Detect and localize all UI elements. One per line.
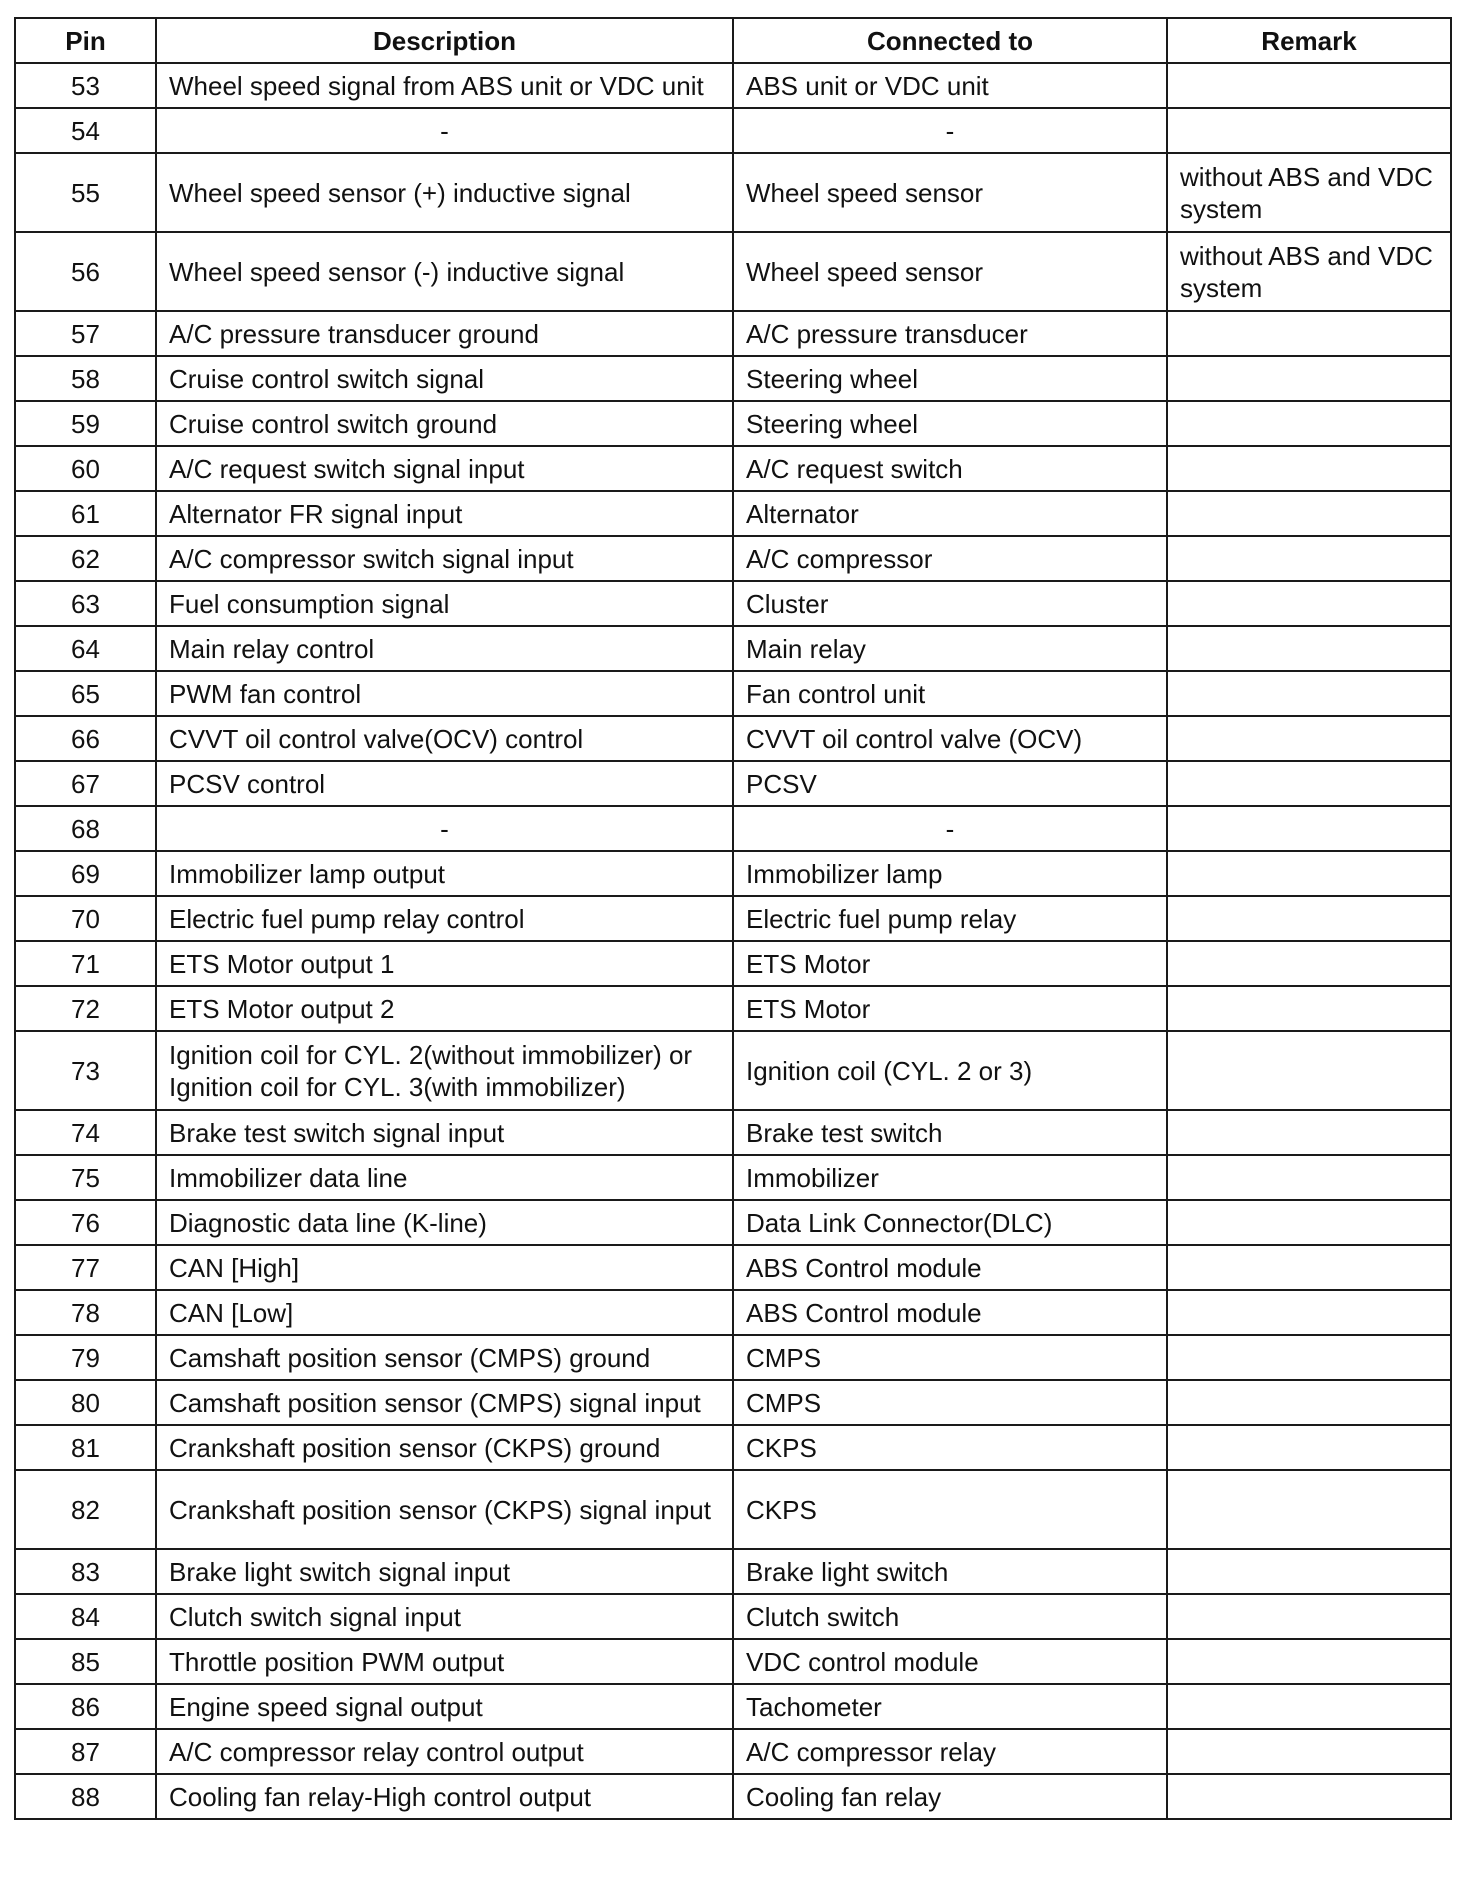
pin-cell: 54 bbox=[15, 108, 156, 153]
description-cell: ETS Motor output 2 bbox=[156, 986, 733, 1031]
table-row bbox=[15, 491, 1451, 536]
remark-cell bbox=[1167, 1425, 1451, 1470]
pin-cell: 59 bbox=[15, 401, 156, 446]
table-row bbox=[15, 761, 1451, 806]
pin-cell: 72 bbox=[15, 986, 156, 1031]
pin-cell: 60 bbox=[15, 446, 156, 491]
remark-cell: without ABS and VDC system bbox=[1167, 232, 1451, 311]
table-row bbox=[15, 232, 1451, 311]
connected-to-cell: CKPS bbox=[733, 1470, 1167, 1549]
table-row bbox=[15, 1639, 1451, 1684]
pin-cell: 66 bbox=[15, 716, 156, 761]
description-cell: CAN [High] bbox=[156, 1245, 733, 1290]
description-cell: Fuel consumption signal bbox=[156, 581, 733, 626]
pin-cell: 76 bbox=[15, 1200, 156, 1245]
connected-to-cell: Clutch switch bbox=[733, 1594, 1167, 1639]
pin-cell: 61 bbox=[15, 491, 156, 536]
pin-cell: 69 bbox=[15, 851, 156, 896]
description-cell: Throttle position PWM output bbox=[156, 1639, 733, 1684]
header-connected-to: Connected to bbox=[733, 18, 1167, 63]
description-cell: Immobilizer lamp output bbox=[156, 851, 733, 896]
description-cell: Wheel speed signal from ABS unit or VDC unit bbox=[156, 63, 733, 108]
pin-cell: 65 bbox=[15, 671, 156, 716]
remark-cell bbox=[1167, 851, 1451, 896]
remark-cell bbox=[1167, 446, 1451, 491]
remark-cell bbox=[1167, 1290, 1451, 1335]
pin-cell: 63 bbox=[15, 581, 156, 626]
table-row bbox=[15, 108, 1451, 153]
table-row bbox=[15, 1549, 1451, 1594]
connected-to-cell: ETS Motor bbox=[733, 986, 1167, 1031]
remark-cell bbox=[1167, 536, 1451, 581]
connected-to-cell: Brake test switch bbox=[733, 1110, 1167, 1155]
pin-cell: 84 bbox=[15, 1594, 156, 1639]
pin-cell: 70 bbox=[15, 896, 156, 941]
description-cell: Wheel speed sensor (+) inductive signal bbox=[156, 153, 733, 232]
table-row bbox=[15, 1470, 1451, 1549]
description-cell: Electric fuel pump relay control bbox=[156, 896, 733, 941]
description-cell: - bbox=[156, 108, 733, 153]
remark-cell bbox=[1167, 1155, 1451, 1200]
table-row bbox=[15, 671, 1451, 716]
table-row bbox=[15, 536, 1451, 581]
connected-to-cell: CMPS bbox=[733, 1335, 1167, 1380]
table-row bbox=[15, 311, 1451, 356]
description-cell: Alternator FR signal input bbox=[156, 491, 733, 536]
connected-to-cell: CVVT oil control valve (OCV) bbox=[733, 716, 1167, 761]
connected-to-cell: A/C request switch bbox=[733, 446, 1167, 491]
pin-cell: 68 bbox=[15, 806, 156, 851]
pin-cell: 86 bbox=[15, 1684, 156, 1729]
remark-cell bbox=[1167, 716, 1451, 761]
description-cell: A/C compressor relay control output bbox=[156, 1729, 733, 1774]
remark-cell bbox=[1167, 896, 1451, 941]
connected-to-cell: CKPS bbox=[733, 1425, 1167, 1470]
table-row bbox=[15, 1425, 1451, 1470]
table-row bbox=[15, 851, 1451, 896]
connected-to-cell: Steering wheel bbox=[733, 356, 1167, 401]
description-cell: CAN [Low] bbox=[156, 1290, 733, 1335]
pin-cell: 78 bbox=[15, 1290, 156, 1335]
table-row bbox=[15, 626, 1451, 671]
pin-cell: 67 bbox=[15, 761, 156, 806]
table-row bbox=[15, 153, 1451, 232]
connected-to-cell: ETS Motor bbox=[733, 941, 1167, 986]
description-cell: Brake light switch signal input bbox=[156, 1549, 733, 1594]
description-cell: Crankshaft position sensor (CKPS) signal input bbox=[156, 1470, 733, 1549]
connected-to-cell: Cooling fan relay bbox=[733, 1774, 1167, 1819]
pin-cell: 57 bbox=[15, 311, 156, 356]
remark-cell bbox=[1167, 1639, 1451, 1684]
remark-cell: without ABS and VDC system bbox=[1167, 153, 1451, 232]
remark-cell bbox=[1167, 986, 1451, 1031]
remark-cell bbox=[1167, 1031, 1451, 1110]
pin-cell: 79 bbox=[15, 1335, 156, 1380]
table-row bbox=[15, 806, 1451, 851]
remark-cell bbox=[1167, 941, 1451, 986]
connected-to-cell: Wheel speed sensor bbox=[733, 232, 1167, 311]
connected-to-cell: Cluster bbox=[733, 581, 1167, 626]
connected-to-cell: Main relay bbox=[733, 626, 1167, 671]
remark-cell bbox=[1167, 671, 1451, 716]
description-cell: A/C request switch signal input bbox=[156, 446, 733, 491]
remark-cell bbox=[1167, 1335, 1451, 1380]
description-cell: A/C pressure transducer ground bbox=[156, 311, 733, 356]
description-cell: Ignition coil for CYL. 2(without immobilizer) or Ignition coil for CYL. 3(with immobilizer) bbox=[156, 1031, 733, 1110]
table-row bbox=[15, 1200, 1451, 1245]
table-body bbox=[15, 63, 1451, 1819]
description-cell: - bbox=[156, 806, 733, 851]
table-row bbox=[15, 986, 1451, 1031]
connected-to-cell: Alternator bbox=[733, 491, 1167, 536]
description-cell: ETS Motor output 1 bbox=[156, 941, 733, 986]
table-row bbox=[15, 896, 1451, 941]
header-pin: Pin bbox=[15, 18, 156, 63]
table-row bbox=[15, 1155, 1451, 1200]
description-cell: CVVT oil control valve(OCV) control bbox=[156, 716, 733, 761]
description-cell: Wheel speed sensor (-) inductive signal bbox=[156, 232, 733, 311]
remark-cell bbox=[1167, 1774, 1451, 1819]
connected-to-cell: - bbox=[733, 108, 1167, 153]
description-cell: Camshaft position sensor (CMPS) ground bbox=[156, 1335, 733, 1380]
connected-to-cell: Brake light switch bbox=[733, 1549, 1167, 1594]
header-row bbox=[15, 18, 1451, 63]
connected-to-cell: Steering wheel bbox=[733, 401, 1167, 446]
description-cell: Cruise control switch ground bbox=[156, 401, 733, 446]
pin-cell: 71 bbox=[15, 941, 156, 986]
description-cell: Main relay control bbox=[156, 626, 733, 671]
remark-cell bbox=[1167, 1729, 1451, 1774]
remark-cell bbox=[1167, 108, 1451, 153]
description-cell: Clutch switch signal input bbox=[156, 1594, 733, 1639]
table-row bbox=[15, 1380, 1451, 1425]
table-row bbox=[15, 716, 1451, 761]
table-row bbox=[15, 446, 1451, 491]
table-row bbox=[15, 1729, 1451, 1774]
pin-cell: 82 bbox=[15, 1470, 156, 1549]
connected-to-cell: A/C compressor bbox=[733, 536, 1167, 581]
pin-cell: 75 bbox=[15, 1155, 156, 1200]
connected-to-cell: - bbox=[733, 806, 1167, 851]
description-cell: Crankshaft position sensor (CKPS) ground bbox=[156, 1425, 733, 1470]
remark-cell bbox=[1167, 401, 1451, 446]
pin-cell: 53 bbox=[15, 63, 156, 108]
connected-to-cell: Fan control unit bbox=[733, 671, 1167, 716]
description-cell: PCSV control bbox=[156, 761, 733, 806]
connected-to-cell: Ignition coil (CYL. 2 or 3) bbox=[733, 1031, 1167, 1110]
connected-to-cell: Electric fuel pump relay bbox=[733, 896, 1167, 941]
description-cell: Engine speed signal output bbox=[156, 1684, 733, 1729]
table-row bbox=[15, 401, 1451, 446]
connected-to-cell: Wheel speed sensor bbox=[733, 153, 1167, 232]
pin-cell: 80 bbox=[15, 1380, 156, 1425]
connected-to-cell: Tachometer bbox=[733, 1684, 1167, 1729]
description-cell: Diagnostic data line (K-line) bbox=[156, 1200, 733, 1245]
header-remark: Remark bbox=[1167, 18, 1451, 63]
table-row bbox=[15, 356, 1451, 401]
connected-to-cell: ABS Control module bbox=[733, 1290, 1167, 1335]
description-cell: Brake test switch signal input bbox=[156, 1110, 733, 1155]
connected-to-cell: ABS unit or VDC unit bbox=[733, 63, 1167, 108]
connected-to-cell: Immobilizer bbox=[733, 1155, 1167, 1200]
table-row bbox=[15, 1245, 1451, 1290]
connected-to-cell: Data Link Connector(DLC) bbox=[733, 1200, 1167, 1245]
description-cell: Immobilizer data line bbox=[156, 1155, 733, 1200]
pin-cell: 62 bbox=[15, 536, 156, 581]
pin-table bbox=[14, 17, 1452, 1820]
connected-to-cell: Immobilizer lamp bbox=[733, 851, 1167, 896]
remark-cell bbox=[1167, 1684, 1451, 1729]
remark-cell bbox=[1167, 1110, 1451, 1155]
header-description: Description bbox=[156, 18, 733, 63]
table-row bbox=[15, 1335, 1451, 1380]
remark-cell bbox=[1167, 1380, 1451, 1425]
table-row bbox=[15, 1110, 1451, 1155]
connected-to-cell: PCSV bbox=[733, 761, 1167, 806]
table-row bbox=[15, 1594, 1451, 1639]
description-cell: Camshaft position sensor (CMPS) signal input bbox=[156, 1380, 733, 1425]
connected-to-cell: ABS Control module bbox=[733, 1245, 1167, 1290]
remark-cell bbox=[1167, 63, 1451, 108]
connected-to-cell: A/C compressor relay bbox=[733, 1729, 1167, 1774]
table-row bbox=[15, 941, 1451, 986]
table-row bbox=[15, 581, 1451, 626]
remark-cell bbox=[1167, 1245, 1451, 1290]
pin-cell: 55 bbox=[15, 153, 156, 232]
pin-cell: 85 bbox=[15, 1639, 156, 1684]
table-row bbox=[15, 1290, 1451, 1335]
remark-cell bbox=[1167, 491, 1451, 536]
remark-cell bbox=[1167, 581, 1451, 626]
remark-cell bbox=[1167, 356, 1451, 401]
pin-cell: 56 bbox=[15, 232, 156, 311]
description-cell: PWM fan control bbox=[156, 671, 733, 716]
pin-cell: 81 bbox=[15, 1425, 156, 1470]
connected-to-cell: A/C pressure transducer bbox=[733, 311, 1167, 356]
table-row bbox=[15, 1031, 1451, 1110]
remark-cell bbox=[1167, 1200, 1451, 1245]
connected-to-cell: CMPS bbox=[733, 1380, 1167, 1425]
pin-cell: 83 bbox=[15, 1549, 156, 1594]
pin-cell: 77 bbox=[15, 1245, 156, 1290]
table-row bbox=[15, 1774, 1451, 1819]
table-row bbox=[15, 1684, 1451, 1729]
description-cell: A/C compressor switch signal input bbox=[156, 536, 733, 581]
remark-cell bbox=[1167, 311, 1451, 356]
remark-cell bbox=[1167, 761, 1451, 806]
pin-cell: 64 bbox=[15, 626, 156, 671]
remark-cell bbox=[1167, 1549, 1451, 1594]
table-row bbox=[15, 63, 1451, 108]
pin-cell: 87 bbox=[15, 1729, 156, 1774]
remark-cell bbox=[1167, 1594, 1451, 1639]
remark-cell bbox=[1167, 806, 1451, 851]
remark-cell bbox=[1167, 1470, 1451, 1549]
connected-to-cell: VDC control module bbox=[733, 1639, 1167, 1684]
pin-cell: 73 bbox=[15, 1031, 156, 1110]
description-cell: Cooling fan relay-High control output bbox=[156, 1774, 733, 1819]
remark-cell bbox=[1167, 626, 1451, 671]
pin-cell: 74 bbox=[15, 1110, 156, 1155]
pin-cell: 58 bbox=[15, 356, 156, 401]
description-cell: Cruise control switch signal bbox=[156, 356, 733, 401]
pin-cell: 88 bbox=[15, 1774, 156, 1819]
